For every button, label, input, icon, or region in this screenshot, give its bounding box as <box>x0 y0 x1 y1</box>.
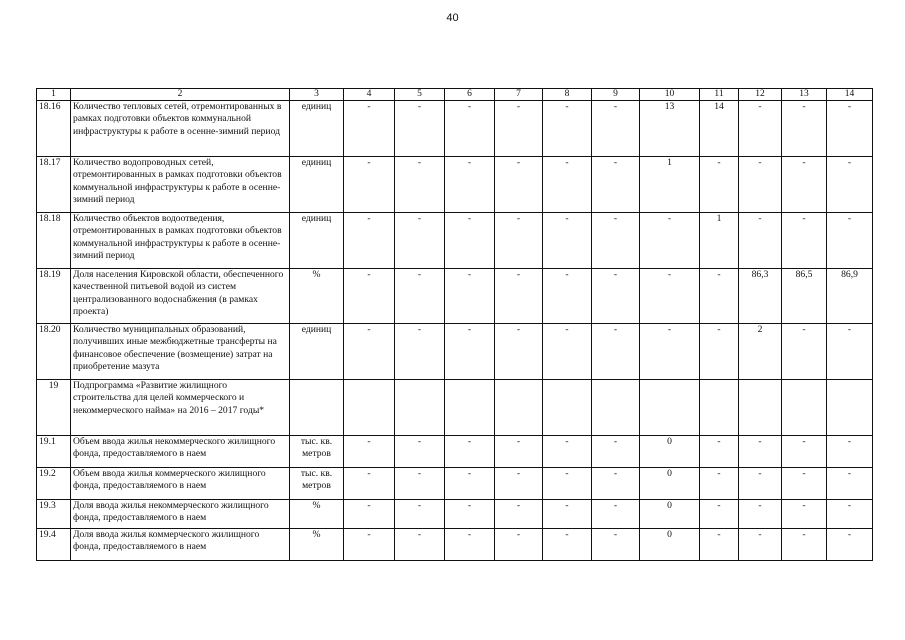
value-cell: - <box>495 157 543 213</box>
value-cell: - <box>395 436 445 468</box>
value-cell: - <box>395 269 445 324</box>
value-cell: - <box>495 436 543 468</box>
row-number: 18.17 <box>37 157 71 213</box>
header-cell: 13 <box>782 89 827 101</box>
table-row <box>37 500 873 529</box>
value-cell: - <box>495 468 543 500</box>
indicator-name: Объем ввода жилья коммерческого жилищного фонда, предоставляемого в наем <box>71 468 290 500</box>
value-cell: 1 <box>700 213 739 269</box>
header-cell: 8 <box>543 89 592 101</box>
indicator-name: Доля ввода жилья коммерческого жилищного фонда, предоставляемого в наем <box>71 529 290 561</box>
indicator-name: Доля ввода жилья некоммерческого жилищного фонда, предоставляемого в наем <box>71 500 290 529</box>
value-cell: - <box>543 157 592 213</box>
table-row <box>37 324 873 380</box>
value-cell: 86,5 <box>782 269 827 324</box>
value-cell: - <box>782 157 827 213</box>
value-cell: - <box>782 529 827 561</box>
value-cell: - <box>495 101 543 157</box>
value-cell: - <box>592 101 640 157</box>
value-cell: - <box>782 500 827 529</box>
header-cell: 12 <box>739 89 782 101</box>
value-cell: - <box>640 269 700 324</box>
value-cell: - <box>739 101 782 157</box>
value-cell: 0 <box>640 500 700 529</box>
value-cell: - <box>592 269 640 324</box>
value-cell: - <box>592 468 640 500</box>
value-cell: - <box>543 269 592 324</box>
row-number: 19.4 <box>37 529 71 561</box>
header-cell: 6 <box>445 89 495 101</box>
value-cell <box>640 380 700 436</box>
unit-cell: % <box>290 269 344 324</box>
value-cell: - <box>782 468 827 500</box>
row-number: 18.20 <box>37 324 71 380</box>
row-number: 18.19 <box>37 269 71 324</box>
value-cell: - <box>592 529 640 561</box>
value-cell <box>445 380 495 436</box>
table-row <box>37 468 873 500</box>
value-cell: - <box>700 468 739 500</box>
value-cell: - <box>445 436 495 468</box>
value-cell: - <box>395 529 445 561</box>
value-cell <box>739 380 782 436</box>
indicator-name: Количество муниципальных образований, получивших иные межбюджетные трансферты на финансовое обеспечение (возмещение) затрат на приобретение мазута <box>71 324 290 380</box>
value-cell <box>827 380 873 436</box>
value-cell: - <box>543 468 592 500</box>
value-cell: - <box>445 101 495 157</box>
table-row <box>37 380 873 436</box>
indicators-table <box>36 88 873 561</box>
unit-cell: % <box>290 500 344 529</box>
value-cell: - <box>344 157 395 213</box>
value-cell: - <box>495 269 543 324</box>
subprogram-title: Подпрограмма «Развитие жилищного строительства для целей коммерческого и некоммерческого найма» на 2016 – 2017 годы* <box>71 380 290 436</box>
value-cell <box>495 380 543 436</box>
value-cell: - <box>495 324 543 380</box>
value-cell: - <box>827 529 873 561</box>
value-cell: - <box>344 529 395 561</box>
page-number: 40 <box>446 12 459 24</box>
value-cell: - <box>445 529 495 561</box>
row-number: 19.2 <box>37 468 71 500</box>
row-number: 19.1 <box>37 436 71 468</box>
row-number: 19.3 <box>37 500 71 529</box>
value-cell: - <box>543 500 592 529</box>
value-cell: 1 <box>640 157 700 213</box>
unit-cell: единиц <box>290 157 344 213</box>
header-cell: 10 <box>640 89 700 101</box>
value-cell: - <box>827 324 873 380</box>
value-cell: - <box>827 468 873 500</box>
value-cell: - <box>592 213 640 269</box>
table-row <box>37 213 873 269</box>
value-cell: 0 <box>640 436 700 468</box>
unit-cell: единиц <box>290 213 344 269</box>
indicator-name: Количество объектов водоотведения, отремонтированных в рамках подготовки объектов коммунальной инфраструктуры к работе в осенне-зимний период <box>71 213 290 269</box>
value-cell: - <box>543 213 592 269</box>
table-row <box>37 269 873 324</box>
indicator-name: Объем ввода жилья некоммерческого жилищного фонда, предоставляемого в наем <box>71 436 290 468</box>
header-cell: 2 <box>71 89 290 101</box>
value-cell: - <box>592 157 640 213</box>
table-row <box>37 101 873 157</box>
value-cell: - <box>445 468 495 500</box>
value-cell <box>344 380 395 436</box>
header-cell: 9 <box>592 89 640 101</box>
header-row <box>37 89 873 101</box>
value-cell: 86,9 <box>827 269 873 324</box>
value-cell: - <box>700 157 739 213</box>
value-cell: - <box>543 436 592 468</box>
value-cell: - <box>592 324 640 380</box>
value-cell: - <box>739 529 782 561</box>
header-cell: 7 <box>495 89 543 101</box>
unit-cell <box>290 380 344 436</box>
value-cell: - <box>739 157 782 213</box>
value-cell: - <box>827 157 873 213</box>
unit-cell: тыс. кв. метров <box>290 436 344 468</box>
header-cell: 4 <box>344 89 395 101</box>
value-cell: - <box>700 500 739 529</box>
indicator-name: Количество водопроводных сетей, отремонтированных в рамках подготовки объектов коммунальной инфраструктуры к работе в осенне-зимний период <box>71 157 290 213</box>
indicator-name: Доля населения Кировской области, обеспеченного качественной питьевой водой из систем централизованного водоснабжения (в рамках проекта) <box>71 269 290 324</box>
value-cell: - <box>543 529 592 561</box>
value-cell: - <box>700 269 739 324</box>
header-cell: 3 <box>290 89 344 101</box>
value-cell: - <box>827 500 873 529</box>
value-cell: - <box>782 213 827 269</box>
value-cell: - <box>782 324 827 380</box>
row-number: 19 <box>37 380 71 436</box>
header-cell: 14 <box>827 89 873 101</box>
value-cell: - <box>700 324 739 380</box>
value-cell: 14 <box>700 101 739 157</box>
value-cell: - <box>640 213 700 269</box>
value-cell: - <box>395 324 445 380</box>
value-cell: - <box>827 101 873 157</box>
header-cell: 11 <box>700 89 739 101</box>
row-number: 18.16 <box>37 101 71 157</box>
table-row <box>37 436 873 468</box>
value-cell: - <box>827 213 873 269</box>
value-cell: - <box>739 468 782 500</box>
value-cell: - <box>395 101 445 157</box>
row-number: 18.18 <box>37 213 71 269</box>
value-cell: - <box>395 213 445 269</box>
value-cell: - <box>739 436 782 468</box>
value-cell <box>395 380 445 436</box>
value-cell: 2 <box>739 324 782 380</box>
value-cell: - <box>543 324 592 380</box>
value-cell: - <box>344 269 395 324</box>
value-cell: - <box>827 436 873 468</box>
value-cell: 13 <box>640 101 700 157</box>
value-cell: - <box>445 157 495 213</box>
value-cell: - <box>344 101 395 157</box>
value-cell <box>592 380 640 436</box>
value-cell: - <box>640 324 700 380</box>
value-cell: - <box>344 468 395 500</box>
value-cell: - <box>782 101 827 157</box>
value-cell: 86,3 <box>739 269 782 324</box>
value-cell: - <box>344 500 395 529</box>
value-cell <box>782 380 827 436</box>
value-cell: - <box>739 213 782 269</box>
value-cell: - <box>395 500 445 529</box>
value-cell: - <box>344 213 395 269</box>
indicator-name: Количество тепловых сетей, отремонтированных в рамках подготовки объектов коммунальной инфраструктуры к работе в осенне-зимний период <box>71 101 290 157</box>
value-cell: - <box>445 269 495 324</box>
value-cell: - <box>592 500 640 529</box>
unit-cell: единиц <box>290 101 344 157</box>
table-row <box>37 157 873 213</box>
value-cell: - <box>543 101 592 157</box>
value-cell: - <box>395 157 445 213</box>
unit-cell: тыс. кв. метров <box>290 468 344 500</box>
value-cell: - <box>700 436 739 468</box>
value-cell: - <box>495 500 543 529</box>
value-cell: - <box>782 436 827 468</box>
value-cell: - <box>344 436 395 468</box>
value-cell: - <box>739 500 782 529</box>
value-cell: - <box>395 468 445 500</box>
unit-cell: % <box>290 529 344 561</box>
value-cell: - <box>700 529 739 561</box>
header-cell: 1 <box>37 89 71 101</box>
value-cell <box>543 380 592 436</box>
value-cell <box>700 380 739 436</box>
value-cell: - <box>495 529 543 561</box>
header-cell: 5 <box>395 89 445 101</box>
value-cell: 0 <box>640 468 700 500</box>
value-cell: 0 <box>640 529 700 561</box>
value-cell: - <box>445 324 495 380</box>
value-cell: - <box>445 213 495 269</box>
value-cell: - <box>495 213 543 269</box>
value-cell: - <box>344 324 395 380</box>
unit-cell: единиц <box>290 324 344 380</box>
value-cell: - <box>445 500 495 529</box>
table-row <box>37 529 873 561</box>
value-cell: - <box>592 436 640 468</box>
